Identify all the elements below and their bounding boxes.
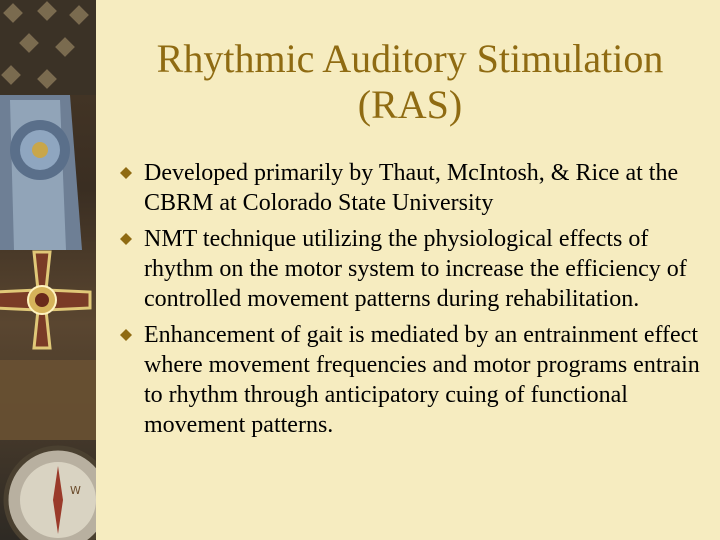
svg-text:W: W	[70, 484, 81, 497]
bullet-list	[118, 158, 710, 446]
bullet-text: Enhancement of gait is mediated by an entrainment effect where movement frequencies and motor programs entrain to rhythm through anticipatory cuing of functional movement patterns.	[144, 322, 700, 438]
bullet-text: NMT technique utilizing the physiological effects of rhythm on the motor system to increase the efficiency of controlled movement patterns during rehabilitation.	[144, 226, 687, 312]
diamond-bullet-icon	[120, 329, 132, 341]
title-line-2: (RAS)	[357, 82, 463, 127]
bullet-item	[118, 320, 710, 440]
medal-compass-illustration	[0, 0, 96, 540]
slide-title	[110, 36, 710, 128]
diamond-bullet-icon	[120, 233, 132, 245]
diamond-bullet-icon	[120, 167, 132, 179]
bullet-item	[118, 158, 710, 218]
title-line-1: Rhythmic Auditory Stimulation	[156, 36, 664, 81]
decorative-photo-strip	[0, 0, 96, 540]
bullet-text: Developed primarily by Thaut, McIntosh, & Rice at the CBRM at Colorado State University	[144, 160, 679, 216]
bullet-item	[118, 224, 710, 314]
